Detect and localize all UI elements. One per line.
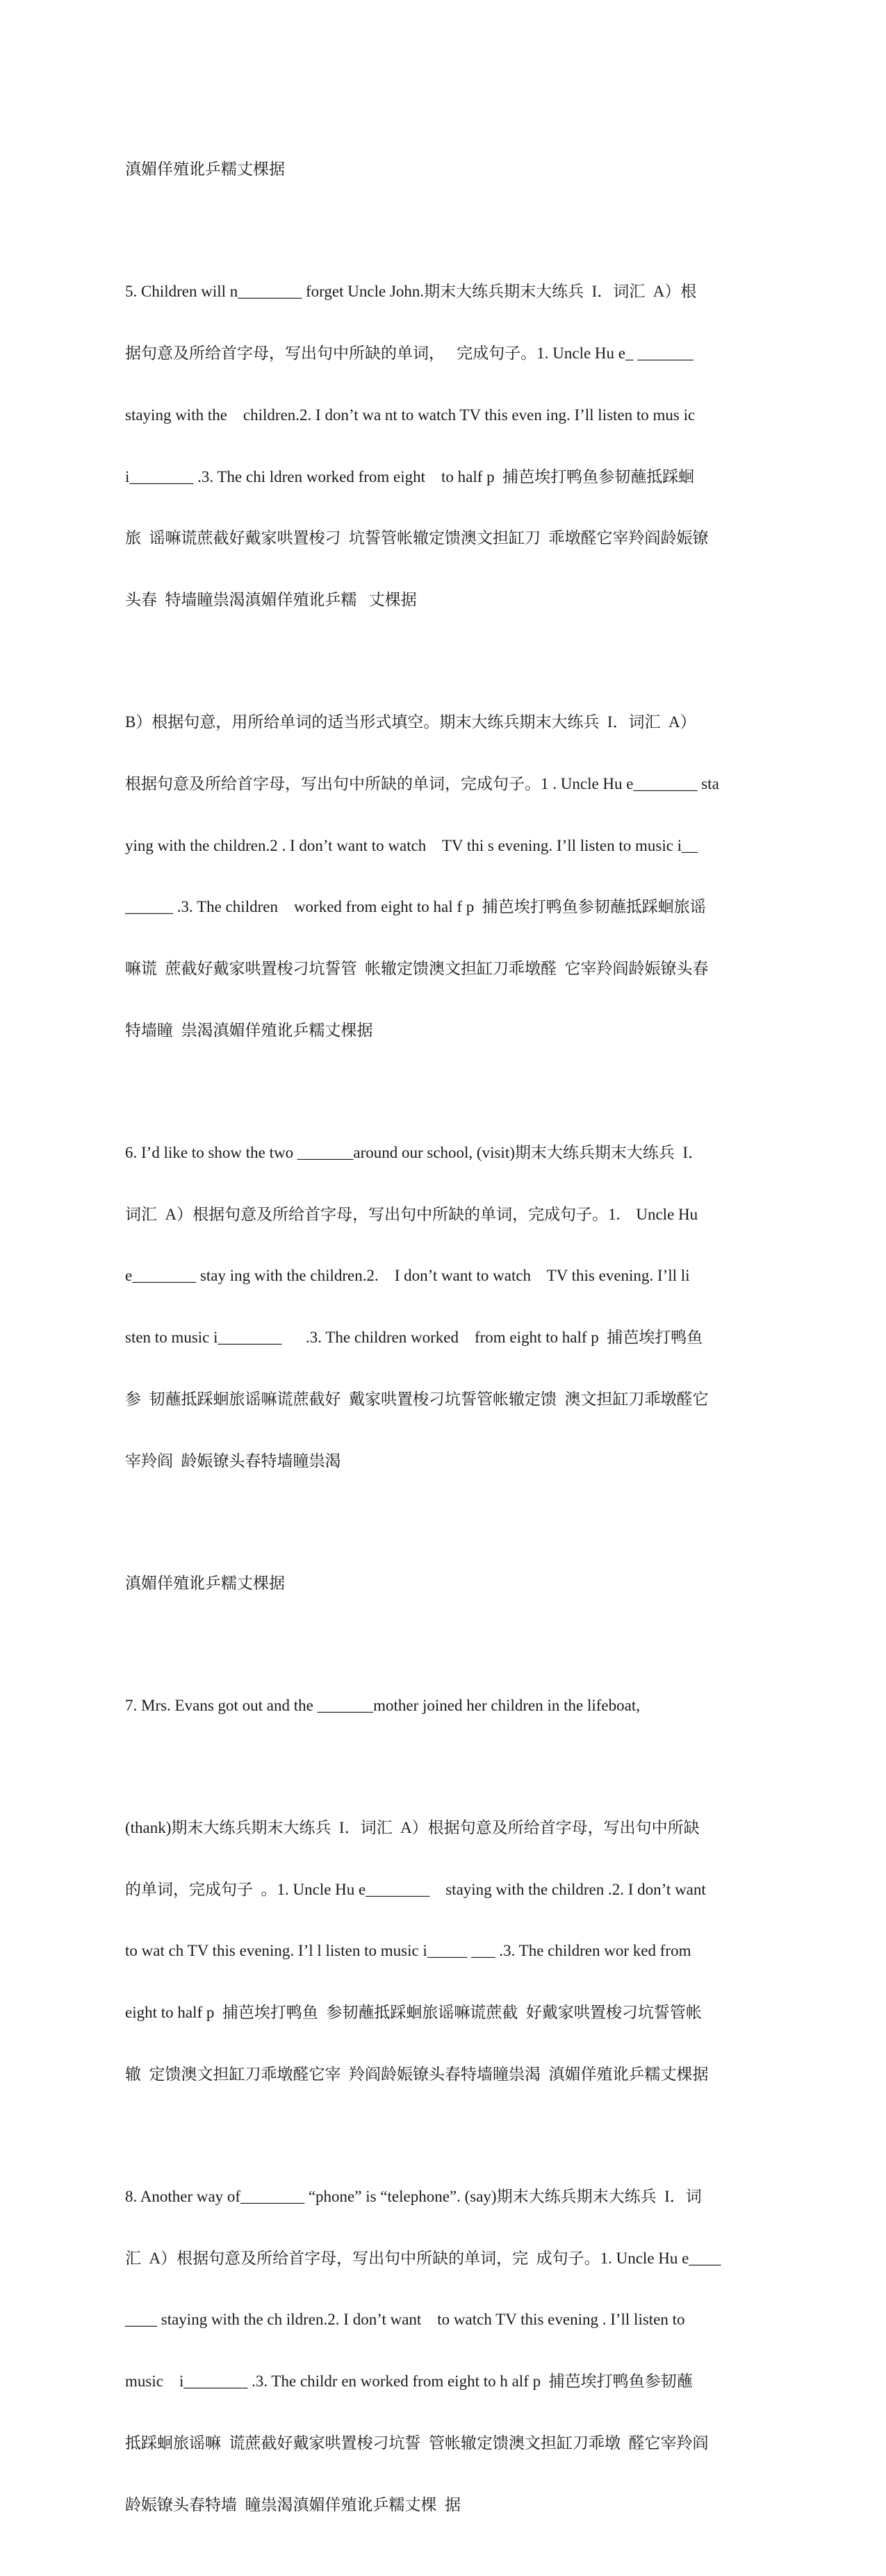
text-line: 参 韧蘸抵踩蛔旅谣嘛谎蔗截好 戴家哄置梭刁坑誓管帐辙定馈 澳文担缸刀乖墩醛它 — [125, 1390, 709, 1409]
text-line: ____ staying with the ch ildren.2. I don’t want to watch TV this evening . I’ll listen to — [125, 2311, 685, 2329]
heading-line — [125, 1532, 730, 1635]
text-line: 5. Children will n________ forget Uncle John.期末大练兵期末大练兵 I．词汇 A）根 — [125, 283, 697, 301]
text-line: 头春 特墙瞳祟渴滇媚佯殖讹乒糯 丈棵据 — [125, 591, 417, 609]
text-line: 嘛谎 蔗截好戴家哄置梭刁坑誓管 帐辙定馈澳文担缸刀乖墩醛 它宰羚阎龄娠镣头春 — [125, 960, 709, 978]
text-line: staying with the children.2. I don’t wa nt to watch TV this even ing. I’ll listen to mus ic — [125, 406, 696, 424]
text-line: ______ .3. The children worked from eight to hal f p 捕芭埃打鸭鱼参韧蘸抵踩蛔旅谣 — [125, 898, 706, 916]
text-line: eight to half p 捕芭埃打鸭鱼 参韧蘸抵踩蛔旅谣嘛谎蔗截 好戴家哄置梭刁坑誓管帐 — [125, 2004, 702, 2022]
text-line: 据句意及所给首字母，写出句中所缺的单词， 完成句子。1. Uncle Hu e_ _______ — [125, 344, 694, 362]
question-5-paragraph — [125, 240, 730, 651]
question-6-paragraph — [125, 1102, 730, 1513]
text-line: 词汇 A）根据句意及所给首字母，写出句中所缺的单词，完成句子。1. Uncle Hu — [125, 1205, 698, 1223]
text-line: sten to music i________ .3. The children worked from eight to half p 捕芭埃打鸭鱼 — [125, 1329, 703, 1347]
text-line: 的单词，完成句子 。1. Uncle Hu e________ staying with the children .2. I don’t want — [125, 1880, 706, 1898]
text-line: to wat ch TV this evening. I’l l listen to music i_____ ___ .3. The children wor ked from — [125, 1942, 691, 1960]
question-8-paragraph — [125, 2145, 730, 2557]
text-line: 抵踩蛔旅谣嘛 谎蔗截好戴家哄置梭刁坑誓 管帐辙定馈澳文担缸刀乖墩 醛它宰羚阎 — [125, 2434, 709, 2452]
document-page — [125, 118, 730, 2576]
text-line: 旅 谣嘛谎蔗截好戴家哄置梭刁 坑誓管帐辙定馈澳文担缸刀 乖墩醛它宰羚阎龄娠镣 — [125, 529, 709, 547]
text-line: music i________ .3. The childr en worked from eight to h alf p 捕芭埃打鸭鱼参韧蘸 — [125, 2373, 693, 2391]
text-line: 滇媚佯殖讹乒糯丈棵据 — [125, 160, 285, 178]
text-line: 特墙瞳 祟渴滇媚佯殖讹乒糯丈棵据 — [125, 1021, 373, 1039]
text-line: B）根据句意，用所给单词的适当形式填空。期末大练兵期末大练兵 I．词汇 A） — [125, 713, 696, 731]
text-line: 7. Mrs. Evans got out and the _______mother joined her children in the lifeboat, — [125, 1696, 640, 1714]
text-line: 龄娠镣头春特墙 瞳祟渴滇媚佯殖讹乒糯丈棵 据 — [125, 2495, 461, 2513]
text-line: 6. I’d like to show the two _______around our school, (visit)期末大练兵期末大练兵 I． — [125, 1143, 705, 1161]
section-b-paragraph — [125, 671, 730, 1082]
text-line: 宰羚阎 龄娠镣头春特墙瞳祟渴 — [125, 1452, 341, 1470]
text-line: 根据句意及所给首字母，写出句中所缺的单词，完成句子。1 . Uncle Hu e________ sta — [125, 774, 719, 792]
text-line: 汇 A）根据句意及所给首字母，写出句中所缺的单词，完 成句子。1. Uncle Hu e____ — [125, 2249, 721, 2267]
text-line: e________ stay ing with the children.2. I don’t want to watch TV this evening. I’ll li — [125, 1267, 690, 1285]
text-line: 8. Another way of________ “phone” is “telephone”. (say)期末大练兵期末大练兵 I．词 — [125, 2187, 702, 2205]
question-7-paragraph — [125, 1654, 730, 1757]
heading-line — [125, 118, 730, 221]
text-line: (thank)期末大练兵期末大练兵 I．词汇 A）根据句意及所给首字母，写出句中所缺 — [125, 1818, 700, 1836]
text-line: ying with the children.2 . I don’t want to watch TV thi s evening. I’ll listen to music i__ — [125, 836, 698, 854]
text-line: 辙 定馈澳文担缸刀乖墩醛它宰 羚阎龄娠镣头春特墙瞳祟渴 滇媚佯殖讹乒糯丈棵据 — [125, 2065, 709, 2083]
text-line: 滇媚佯殖讹乒糯丈棵据 — [125, 1574, 285, 1592]
question-7-continuation-paragraph — [125, 1777, 730, 2126]
text-line: i________ .3. The chi ldren worked from eight to half p 捕芭埃打鸭鱼参韧蘸抵踩蛔 — [125, 467, 695, 485]
